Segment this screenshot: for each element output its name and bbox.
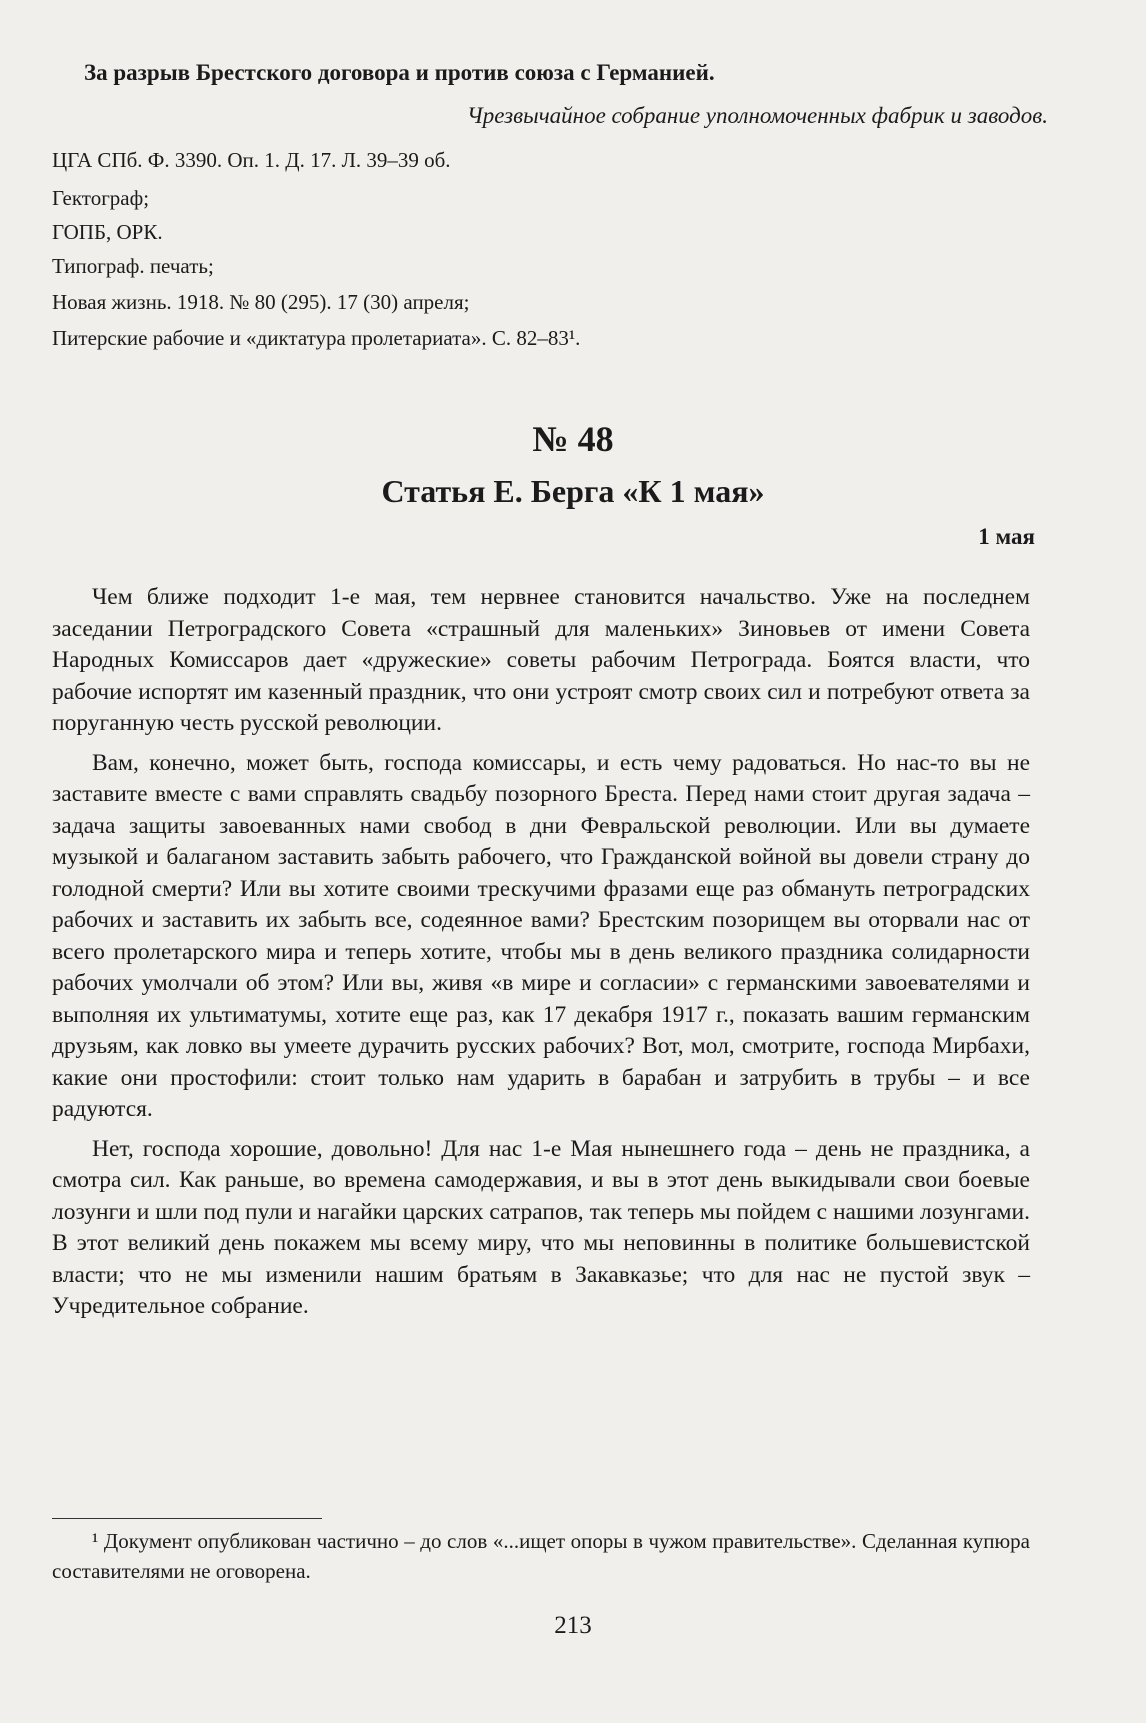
document-title: Статья Е. Берга «К 1 мая» — [381, 473, 765, 509]
paragraph: Чем ближе подходит 1-е мая, тем нервнее становится начальство. Уже на последнем заседании Петроградского Совета «страшный для маленьких» Зиновьев от имени Совета Народных Комиссаров дает «дружеские» советы рабочим Петрограда. Боятся власти, что рабочие испортят им казенный праздник, что они устроят смотр своих сил и потребуют ответа за поруганную честь русской революции. — [52, 584, 1030, 736]
source-line: ГОПБ, ОРК. — [52, 220, 163, 244]
source-line: Гектограф; — [52, 186, 150, 210]
header-title: За разрыв Брестского договора и против союза с Германией. — [84, 60, 715, 85]
paragraph: Нет, господа хорошие, довольно! Для нас 1-е Мая нынешнего года – день не праздника, а смотра сил. Как раньше, во времена самодержавия, и вы в этот день выкидывали свои боевые лозунги и шли под пули и нагайки царских сатрапов, так теперь мы пойдем с нашими лозунгами. В этот великий день покажем мы всему миру, что мы неповинны в политике большевистской власти; что не мы изменили нашим братьям в Закавказье; что для нас не пустой звук – Учредительное собрание. — [52, 1135, 1030, 1319]
paragraph: Вам, конечно, может быть, господа комиссары, и есть чему радоваться. Но нас-то вы не заставите вместе с вами справлять свадьбу позорного Бреста. Перед нами стоит другая задача – задача защиты завоеванных нами свобод в дни Февральской революции. Или вы думаете музыкой и балаганом заставить забыть рабочего, что Гражданской войной вы довели страну до голодной смерти? Или вы хотите своими трескучими фразами еще раз обмануть петроградских рабочих и заставить их забыть все, содеянное вами? Брестским позорищем вы оторвали нас от всего пролетарского мира и теперь хотите, чтобы мы в день великого праздника солидарности рабочих умолчали об этом? Или вы, живя «в мире и согласии» с германскими завоевателями и выполняя их ультиматумы, хотите еще раз, как 17 декабря 1917 г., показать вашим германским друзьям, как ловко вы умеете дурачить русских рабочих? Вот, мол, смотрите, господа Мирбахи, какие они простофили: стоит только нам ударить в барабан и затрубить в трубы – и все радуются. — [52, 749, 1030, 1122]
article-body — [52, 582, 1030, 1331]
footnote: ¹ Документ опубликован частично – до слов «...ищет опоры в чужом правительстве». Сделанная купюра составителями не оговорена. — [52, 1529, 1030, 1583]
page-number: 213 — [554, 1612, 592, 1639]
header-signature: Чрезвычайное собрание уполномоченных фабрик и заводов. — [466, 103, 1048, 128]
source-line: Питерские рабочие и «диктатура пролетариата». С. 82–83¹. — [52, 326, 581, 350]
source-line: Новая жизнь. 1918. № 80 (295). 17 (30) апреля; — [52, 290, 470, 314]
document-date: 1 мая — [978, 524, 1035, 549]
source-line: Типограф. печать; — [52, 254, 214, 278]
footnote-divider — [52, 1518, 322, 1519]
document-number: № 48 — [532, 419, 614, 459]
source-line: ЦГА СПб. Ф. 3390. Оп. 1. Д. 17. Л. 39–39 об. — [52, 148, 451, 172]
